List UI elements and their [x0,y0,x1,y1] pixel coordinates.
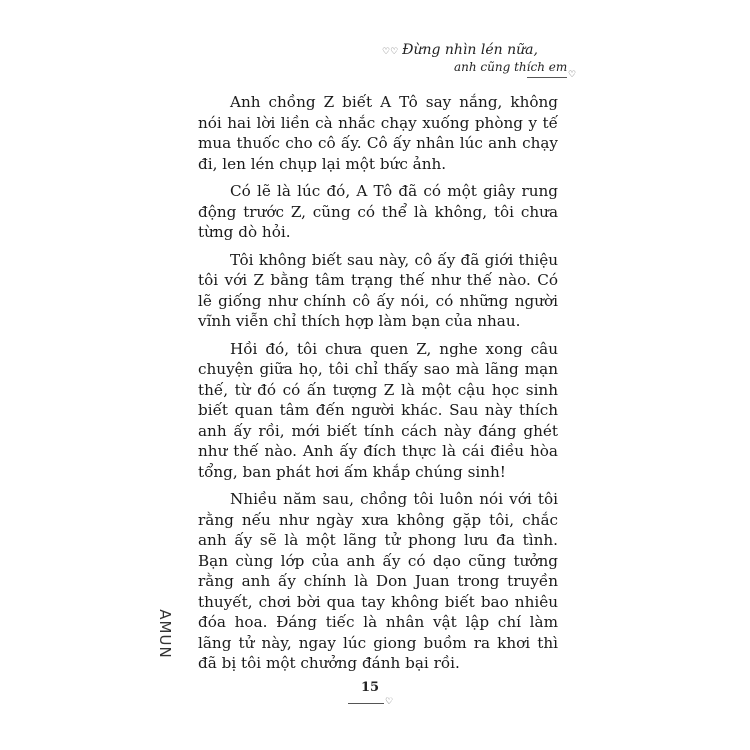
paragraph: Anh chồng Z biết A Tô say nắng, không nói hai lời liền cà nhắc chạy xuống phòng y tế mua thuốc cho cô ấy. Cô ấy nhân lúc anh chạy đi, len lén chụp lại một bức ảnh. [198,93,558,173]
page-body [198,92,558,681]
header-divider [527,77,567,78]
header-title-line2: anh cũng thích em [454,60,568,74]
heart-icon: ♡ [568,70,577,80]
running-header [382,40,582,90]
footer-divider [348,703,384,704]
page-number: 15 [360,680,380,695]
header-title-line1: Đừng nhìn lén nữa, [402,42,538,58]
publisher-logo: AMUN [156,609,174,659]
paragraph: Hồi đó, tôi chưa quen Z, nghe xong câu chuyện giữa họ, tôi chỉ thấy sao mà lãng mạn thế, từ đó có ấn tượng Z là một cậu học sinh biết quan tâm đến người khác. Sau này thích anh ấy rồi, mới biết tính cách này đáng ghét như thế nào. Anh ấy đích thực là cái điều hòa tổng, ban phát hơi ấm khắp chúng sinh! [198,339,558,481]
paragraph: Tôi không biết sau này, cô ấy đã giới thiệu tôi với Z bằng tâm trạng thế như thế nào. Có lẽ giống như chính cô ấy nói, có những người vĩnh viễn chỉ thích hợp làm bạn của nhau. [198,250,558,330]
heart-icon: ♡ [385,696,394,706]
paragraph: Có lẽ là lúc đó, A Tô đã có một giây rung động trước Z, cũng có thể là không, tôi chưa từng dò hỏi. [198,182,558,241]
heart-ornament-icon: ♡♡ [382,47,399,57]
paragraph: Nhiều năm sau, chồng tôi luôn nói với tôi rằng nếu như ngày xưa không gặp tôi, chắc anh ấy sẽ là một lãng tử phong lưu đa tình. Bạn cùng lớp của anh ấy có dạo cũng tưởng rằng anh ấy chính là Don Juan trong truyền thuyết, chơi bời qua tay không biết bao nhiêu đóa hoa. Đáng tiếc là nhân vật lập chí làm lãng tử này, ngay lúc giong buồm ra khơi thì đã bị tôi một chưởng đánh bại rồi. [198,490,558,672]
